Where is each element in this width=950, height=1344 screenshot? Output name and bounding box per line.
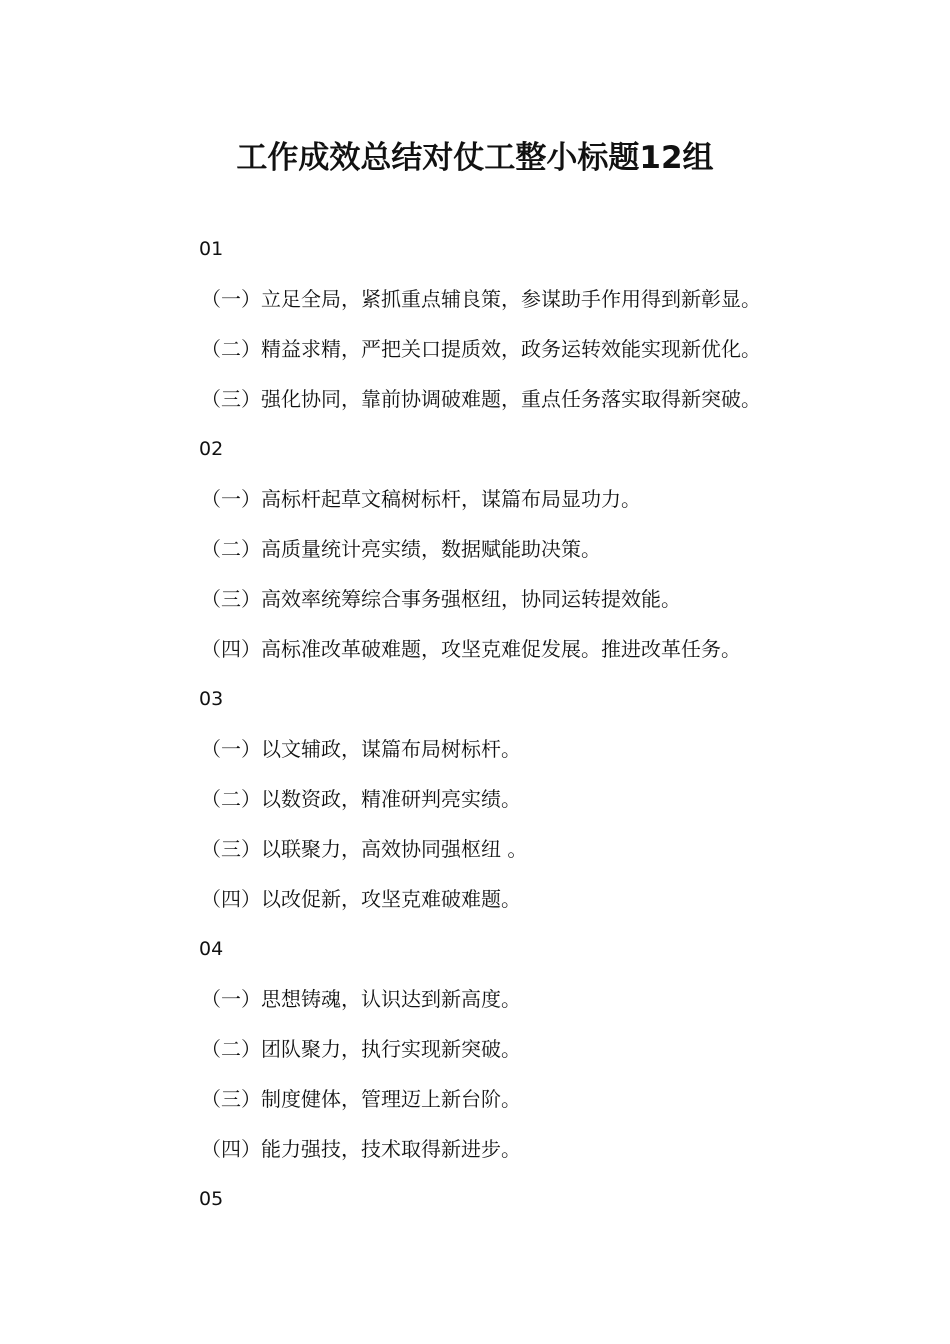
list-item: （三）以联聚力，高效协同强枢纽 。 [201,837,528,861]
group-number: 03 [199,688,224,710]
document-body [199,224,899,1224]
list-item: （二）团队聚力，执行实现新突破。 [201,1037,521,1061]
list-item: （一）高标杆起草文稿树标杆，谋篇布局显功力。 [201,487,641,511]
group-number: 02 [199,438,224,460]
list-item: （二）高质量统计亮实绩，数据赋能助决策。 [201,537,601,561]
list-item: （四）能力强技，技术取得新进步。 [201,1137,521,1161]
group-number: 04 [199,938,224,960]
group-number: 05 [199,1188,224,1210]
list-item: （一）思想铸魂，认识达到新高度。 [201,987,521,1011]
group-number: 01 [199,238,224,260]
list-item: （三）高效率统筹综合事务强枢纽，协同运转提效能。 [201,587,681,611]
list-item: （三）强化协同，靠前协调破难题，重点任务落实取得新突破。 [201,387,761,411]
list-item: （二）以数资政，精准研判亮实绩。 [201,787,521,811]
list-item: （二）精益求精，严把关口提质效，政务运转效能实现新优化。 [201,337,761,361]
list-item: （三）制度健体，管理迈上新台阶。 [201,1087,521,1111]
list-item: （一）以文辅政，谋篇布局树标杆。 [201,737,521,761]
list-item: （一）立足全局，紧抓重点辅良策，参谋助手作用得到新彰显。 [201,287,761,311]
document-title: 工作成效总结对仗工整小标题12组 [236,140,714,176]
list-item: （四）高标准改革破难题，攻坚克难促发展。推进改革任务。 [201,637,741,661]
list-item: （四）以改促新，攻坚克难破难题。 [201,887,521,911]
